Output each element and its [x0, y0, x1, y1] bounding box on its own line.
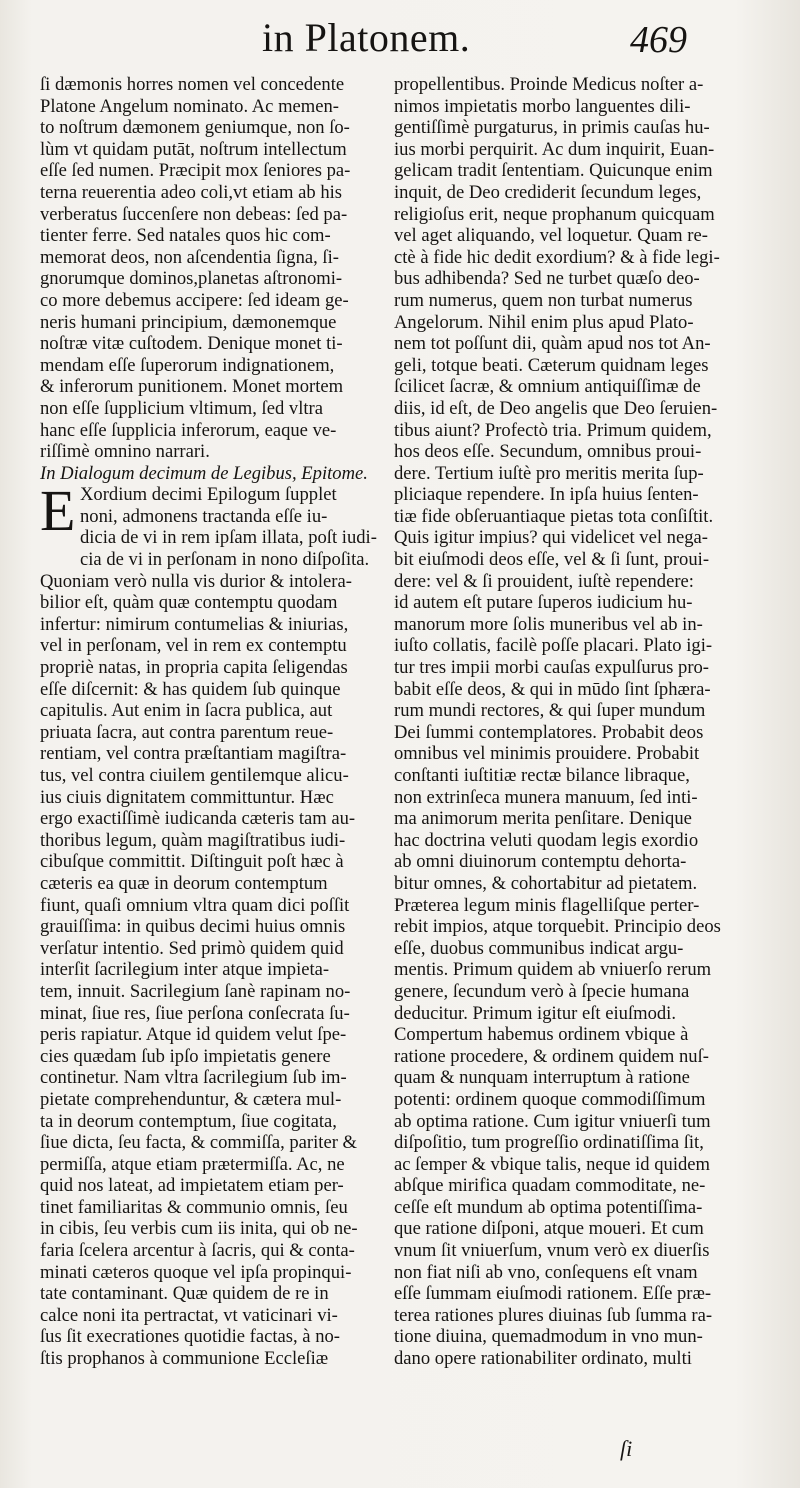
text-line: ſi dæmonis horres nomen vel concedente — [40, 74, 345, 95]
text-line: Compertum habemus ordinem vbique à — [394, 1024, 689, 1046]
text-line: cæteris ea quæ in deorum contemptum — [40, 872, 328, 894]
text-line: mendam eſſe ſuperorum indignationem, — [40, 354, 335, 376]
text-line: abſque mirifica quadam commoditate, ne- — [394, 1175, 706, 1197]
text-line: Angelorum. Nihil enim plus apud Plato- — [394, 311, 694, 333]
text-line: ma animorum merita penſitare. Denique — [394, 808, 692, 830]
text-line: deducitur. Primum igitur eſt eiuſmodi. — [394, 1002, 676, 1024]
page-number: 469 — [630, 19, 687, 61]
text-line: mentis. Primum quidem ab vniuerſo rerum — [394, 959, 712, 981]
text-line: tiæ fide obſeruantiaque pietas tota conſiſtit. — [394, 505, 714, 527]
right-column-text — [394, 74, 742, 1370]
text-line: co more debemus accipere: ſed ideam ge- — [40, 289, 349, 311]
text-line: priuata ſacra, aut contra parentum reue- — [40, 721, 334, 743]
chapter-opening — [40, 478, 384, 571]
text-line: Xordium decimi Epilogum ſupplet — [80, 484, 337, 506]
text-line: tus, vel contra ciuilem gentilemque alicu- — [40, 765, 349, 786]
text-line: cies quædam ſub ipſo impietatis genere — [40, 1045, 331, 1067]
text-line: bilior eſt, quàm quæ contemptu quodam — [40, 592, 338, 614]
text-line: quam & nunquam interruptum à ratione — [394, 1067, 690, 1089]
text-line: gentiſſimè purgaturus, in primis cauſas hu- — [394, 117, 710, 139]
text-line: minati cæteros quoque vel ipſa propinqui- — [40, 1261, 352, 1283]
text-line: iuſto collatis, facilè poſſe placari. Plato igi- — [394, 635, 713, 657]
left-column-text-bottom — [40, 571, 384, 1370]
text-line: noni, admonens tractanda eſſe iu- — [80, 505, 328, 527]
running-title: in Platonem. — [262, 15, 471, 60]
text-line: quid nos lateat, ad impietatem etiam per- — [40, 1175, 344, 1197]
page-header — [0, 14, 800, 70]
text-line: rum numerus, quem non turbat numerus — [394, 289, 693, 311]
text-line: tienter ferre. Sed natales quos hic com- — [40, 225, 331, 247]
text-line: tem, innuit. Sacrilegium ſanè rapinam no- — [40, 980, 351, 1002]
text-line: diſpoſitio, tum progreſſio ordinatiſſima ſit, — [394, 1132, 704, 1154]
text-line: fiunt, quaſi omnium vltra quam dici poſſit — [40, 894, 350, 916]
text-line: id autem eſt putare ſuperos iudicium hu- — [394, 592, 693, 614]
left-column — [40, 74, 384, 1370]
text-line: Quoniam verò nulla vis durior & intolera- — [40, 570, 352, 592]
text-line: non fiat niſi ab vno, conſequens eſt vnam — [394, 1261, 698, 1283]
text-line: to noſtrum dæmonem geniumque, non ſo- — [40, 117, 350, 139]
text-line: inquit, de Deo crediderit ſecundum leges, — [394, 181, 702, 203]
text-line: ac ſemper & vbique talis, neque id quidem — [394, 1153, 711, 1175]
text-line: Præterea legum minis flagelliſque perter- — [394, 894, 700, 916]
text-line: rum mundi rectores, & qui ſuper mundum — [394, 700, 706, 722]
text-line: hos deos eſſe. Secundum, omnibus proui- — [394, 441, 702, 463]
text-line: tur tres impii morbi cauſas expulſurus pro- — [394, 657, 709, 679]
text-line: gnorumque dominos,planetas aſtronomi- — [40, 268, 343, 290]
text-line: thoribus legum, quàm magiſtratibus iudi- — [40, 829, 346, 851]
text-line: capitulis. Aut enim in ſacra publica, aut — [40, 700, 333, 722]
text-line: ta in deorum contemptum, ſiue cogitata, — [40, 1110, 337, 1132]
text-line: omnibus vel minimis prouidere. Probabit — [394, 743, 700, 765]
text-line: hac doctrina veluti quodam legis exordio — [394, 829, 699, 851]
text-line: eſſe diſcernit: & has quidem ſub quinque — [40, 678, 341, 700]
text-line: dere: vel & ſi prouident, iuſtè rependere: — [394, 570, 694, 592]
text-line: memorat deos, non aſcendentia ſigna, ſi- — [40, 246, 339, 268]
text-line: eſſe ſummam eiuſmodi rationem. Eſſe præ- — [394, 1283, 712, 1305]
text-line: tibus aiunt? Profectò tria. Primum quidem, — [394, 419, 712, 441]
drop-cap-lines — [40, 478, 384, 571]
text-line: eſſe, duobus communibus indicat argu- — [394, 937, 684, 959]
text-line: propriè natas, in propria capita ſeligendas — [40, 657, 348, 679]
text-line: gelicam tradit ſententiam. Quicunque enim — [394, 160, 713, 182]
text-line: dere. Tertium iuſtè pro meritis merita ſup- — [394, 462, 704, 484]
text-line: riſſimè omnino narrari. — [40, 441, 210, 463]
text-line: continetur. Nam vltra ſacrilegium ſub im- — [40, 1067, 347, 1089]
text-line: pietate comprehenduntur, & cætera mul- — [40, 1088, 342, 1110]
text-line: potenti: ordinem quoque commodiſſimum — [394, 1088, 706, 1110]
text-line: cia de vi in perſonam in nono diſpoſita. — [80, 549, 370, 571]
text-line: ctè à fide hic dedit exordium? & à fide legi- — [394, 246, 720, 268]
text-line: tinet familiaritas & communio omnis, ſeu — [40, 1196, 348, 1218]
text-line: conſtanti iuſtitiæ rectæ bilance libraque, — [394, 765, 690, 786]
text-line: ab omni diuinorum contemptu dehorta- — [394, 851, 687, 873]
text-line: rebit impios, atque torquebit. Principio deos — [394, 916, 721, 938]
text-line: non extrinſeca munera manuum, ſed inti- — [394, 786, 698, 808]
text-line: vnum ſit vniuerſum, vnum verò ex diuerſis — [394, 1240, 710, 1262]
text-line: terna reuerentia adeo coli,vt etiam ab his — [40, 181, 343, 203]
text-line: ſcilicet ſacræ, & omnium antiquiſſimæ de — [394, 376, 701, 398]
text-line: bus adhibenda? Sed ne turbet quæſo deo- — [394, 268, 700, 290]
text-line: ergo exactiſſimè iudicanda cæteris tam au- — [40, 808, 356, 830]
text-line: que ratione diſponi, atque moueri. Et cum — [394, 1218, 704, 1240]
text-line: ius ciuis dignitatem committuntur. Hæc — [40, 786, 334, 808]
drop-cap-initial: E — [40, 478, 76, 544]
text-line: bitur omnes, & cohortabitur ad pietatem. — [394, 872, 698, 894]
text-line: interſit ſacrilegium inter atque impieta- — [40, 959, 330, 981]
text-line: vel aget aliquando, vel loquetur. Quam re- — [394, 225, 708, 247]
text-line: ceſſe eſt mundum ab optima potentiſſima- — [394, 1196, 703, 1218]
text-line: pliciaque rependere. In ipſa huius ſenten- — [394, 484, 699, 506]
text-line: nimos impietatis morbo languentes dili- — [394, 95, 691, 117]
text-line: Dei ſummi contemplatores. Probabit deos — [394, 721, 704, 743]
right-column — [394, 74, 742, 1370]
text-line: propellentibus. Proinde Medicus noſter a- — [394, 74, 704, 95]
text-line: tate contaminant. Quæ quidem de re in — [40, 1283, 329, 1305]
section-heading: In Dialogum decimum de Legibus, Epitome. — [40, 462, 368, 484]
text-line: ſtis prophanos à communione Eccleſiæ — [40, 1348, 329, 1370]
text-line: Quis igitur impius? qui videlicet vel nega- — [394, 527, 708, 549]
catchword: ſi — [620, 1436, 633, 1461]
text-line: terea rationes plures diuinas ſub ſumma ra- — [394, 1304, 713, 1326]
text-line: religioſus erit, neque prophanum quicquam — [394, 203, 715, 225]
text-line: neris humani principium, dæmonemque — [40, 311, 337, 333]
text-line: permiſſa, atque etiam prætermiſſa. Ac, ne — [40, 1153, 345, 1175]
text-line: ius morbi perquirit. Ac dum inquirit, Euan- — [394, 138, 715, 160]
text-line: genere, ſecundum verò à ſpecie humana — [394, 980, 690, 1002]
text-line: ſiue dicta, ſeu facta, & commiſſa, pariter & — [40, 1132, 358, 1154]
text-line: non eſſe ſupplicium vltimum, ſed vltra — [40, 397, 323, 419]
text-line: ab optima ratione. Cum igitur vniuerſi tum — [394, 1110, 711, 1132]
text-line: rentiam, vel contra præſtantiam magiſtra- — [40, 743, 347, 765]
text-line: verberatus ſuccenſere non debeas: ſed pa- — [40, 203, 348, 225]
text-line: minat, ſiue res, ſiue perſona conſecrata ſu- — [40, 1002, 350, 1024]
text-line: & inferorum punitionem. Monet mortem — [40, 376, 344, 398]
left-column-text-top — [40, 74, 384, 463]
text-line: diis, id eſt, de Deo angelis que Deo ſeruien- — [394, 397, 718, 419]
text-line: grauiſſima: in quibus decimi huius omnis — [40, 916, 346, 938]
text-line: in cibis, ſeu verbis cum iis inita, qui ob ne- — [40, 1218, 358, 1240]
text-line: noſtræ vitæ cuſtodem. Denique monet ti- — [40, 333, 343, 355]
text-line: cibuſque committit. Diſtinguit poſt hæc à — [40, 851, 344, 873]
text-line: tione diuina, quemadmodum in vno mun- — [394, 1326, 703, 1348]
text-line: nem tot poſſunt dii, quàm apud nos tot An- — [394, 333, 711, 355]
text-line: geli, totque beati. Cæterum quidnam leges — [394, 354, 709, 376]
text-line: dano opere rationabiliter ordinato, multi — [394, 1348, 692, 1370]
text-line: calce noni ita pertractat, vt vaticinari vi- — [40, 1304, 338, 1326]
text-line: manorum more ſolis muneribus vel ab in- — [394, 613, 703, 635]
text-line: verſatur intentio. Sed primò quidem quid — [40, 937, 344, 959]
text-line: bit eiuſmodi deos eſſe, vel & ſi ſunt, proui- — [394, 549, 710, 571]
text-line: ſus ſit execrationes quotidie factas, à no- — [40, 1326, 340, 1348]
text-line: peris rapiatur. Atque id quidem velut ſpe- — [40, 1024, 347, 1046]
text-line: dicia de vi in rem ipſam illata, poſt iudi- — [80, 527, 377, 549]
text-line: Platone Angelum nominato. Ac memen- — [40, 95, 339, 117]
text-line: ratione procedere, & ordinem quidem nuſ- — [394, 1045, 709, 1067]
text-line: hanc eſſe ſupplicia inferorum, eaque ve- — [40, 419, 337, 441]
text-line: eſſe ſed numen. Præcipit mox ſeniores pa- — [40, 160, 351, 182]
text-line: vel in perſonam, vel in rem ex contemptu — [40, 635, 347, 657]
text-line: lùm vt quidam putāt, noſtrum intellectum — [40, 138, 347, 160]
text-line: faria ſcelera arcentur à ſacris, qui & conta- — [40, 1240, 355, 1262]
text-line: babit eſſe deos, & qui in mūdo ſint ſphæra- — [394, 678, 711, 700]
text-line: infertur: nimirum contumelias & iniurias, — [40, 613, 349, 635]
